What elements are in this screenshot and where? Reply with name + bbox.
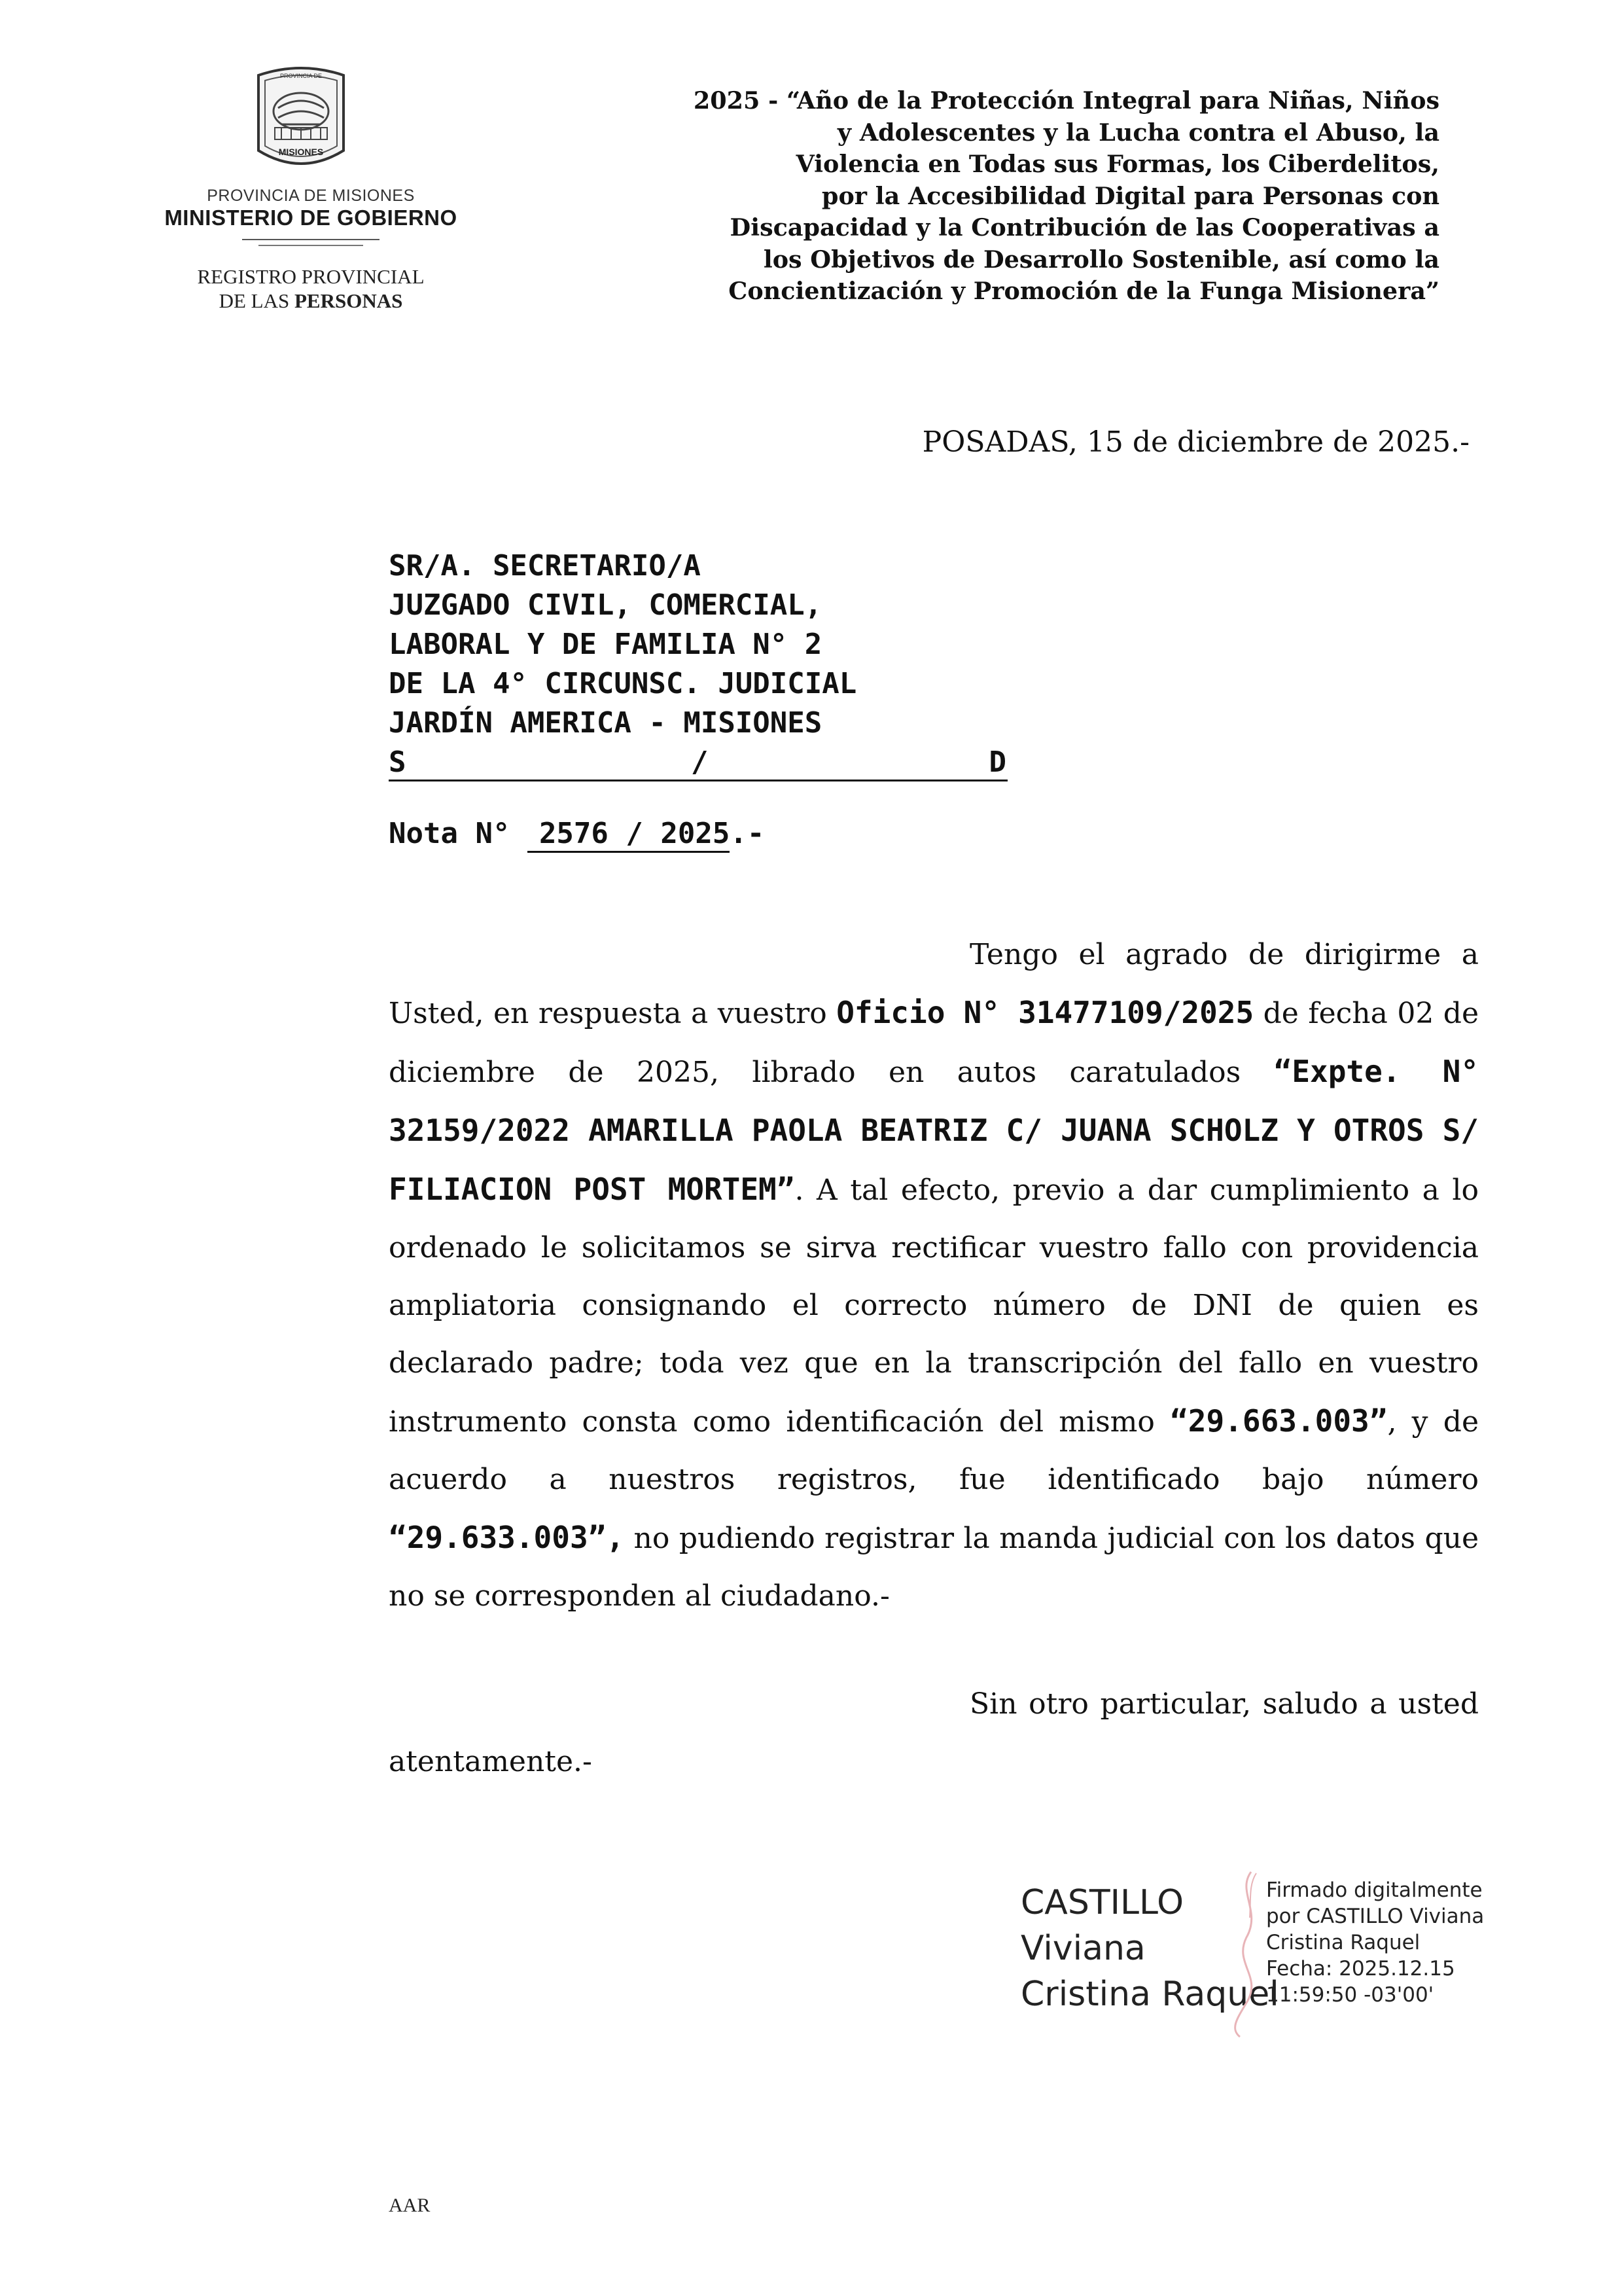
signature-detail-line: por CASTILLO Viviana <box>1266 1905 1485 1928</box>
org-ministry: MINISTERIO DE GOBIERNO <box>164 206 457 230</box>
body-text-c: . A tal efecto, previo a dar cumplimiento a lo ordenado le solicitamos se sirva rectificar vuestro fallo con providencia ampliatoria consignando el correcto número de DNI de quien es declarado padre; toda vez que en la transcripción del fallo en vuestro instrumento consta como identificación del mismo <box>389 1174 1479 1439</box>
case-caption: “Expte. N° 32159/2022 AMARILLA PAOLA BEATRIZ C/ JUANA SCHOLZ Y OTROS S/ FILIACION POST MORTEM” <box>389 1054 1479 1207</box>
org-registry-line2-pre: DE LAS <box>219 289 294 312</box>
crest-lettering-bottom: MISIONES <box>278 147 324 157</box>
addressee-block <box>389 547 1008 781</box>
closing-paragraph <box>389 1676 1479 1791</box>
oficio-reference: Oficio N° 31477109/2025 <box>836 995 1254 1030</box>
signature-name-line: Cristina Raquel <box>1021 1975 1279 2014</box>
year-motto-line: Violencia en Todas sus Formas, los Ciberdelitos, <box>796 150 1439 178</box>
date-line: POSADAS, 15 de diciembre de 2025.- <box>922 425 1470 459</box>
sd-d: D <box>989 745 1006 779</box>
digital-signature-details <box>1266 1877 1484 2008</box>
body-text-d: , y de acuerdo a nuestros registros, fue identificado bajo número <box>389 1405 1479 1496</box>
signature-detail-line: Cristina Raquel <box>1266 1931 1421 1954</box>
sd-s: S <box>389 745 406 779</box>
dni-wrong: “29.663.003” <box>1170 1403 1388 1439</box>
body-text-e: no pudiendo registrar la manda judicial con los datos que no se corresponden al ciudadano.- <box>389 1522 1479 1613</box>
org-province: PROVINCIA DE MISIONES <box>207 187 415 205</box>
addressee-line: LABORAL Y DE FAMILIA N° 2 <box>389 628 822 661</box>
letterhead-divider <box>242 239 380 240</box>
body-text-a: Tengo el agrado de dirigirme a Usted, en respuesta a vuestro <box>389 938 1479 1030</box>
signature-name-line: CASTILLO <box>1021 1883 1184 1922</box>
addressee-line: JARDÍN AMERICA - MISIONES <box>389 706 822 740</box>
provincia-de-misiones-crest-icon <box>245 62 357 177</box>
year-motto-line: y Adolescentes y la Lucha contra el Abuso, la <box>837 118 1439 147</box>
dni-correct: “29.633.003”, <box>389 1520 625 1555</box>
su-despacho-line <box>389 743 1008 781</box>
org-registry-line2 <box>150 289 471 313</box>
addressee-line: DE LA 4° CIRCUNSC. JUDICIAL <box>389 667 857 700</box>
year-motto-line: Discapacidad y la Contribución de las Cooperativas a <box>730 213 1439 242</box>
signature-name-line: Viviana <box>1021 1929 1146 1968</box>
typist-initials: AAR <box>389 2195 431 2216</box>
nota-suffix: .- <box>730 817 765 850</box>
closing-text: Sin otro particular, saludo a usted atentamente.- <box>389 1687 1479 1778</box>
year-motto <box>589 85 1439 308</box>
signature-detail-line: Fecha: 2025.12.15 <box>1266 1957 1455 1981</box>
year-motto-line: Concientización y Promoción de la Funga Misionera” <box>728 277 1439 305</box>
signature-detail-line: 11:59:50 -03'00' <box>1266 1983 1434 2007</box>
body-text-b: de fecha 02 de diciembre de 2025, librado en autos caratulados <box>389 997 1479 1089</box>
addressee-line: SR/A. SECRETARIO/A <box>389 549 701 583</box>
year-motto-line: por la Accesibilidad Digital para Personas con <box>821 181 1439 210</box>
nota-line <box>389 817 764 853</box>
year-motto-line: 2025 - “Año de la Protección Integral para Niñas, Niños <box>693 86 1439 115</box>
org-registry-line2-bold: PERSONAS <box>294 289 403 312</box>
nota-number: 2576 / 2025 <box>527 817 730 853</box>
signature-detail-line: Firmado digitalmente <box>1266 1878 1483 1902</box>
crest-lettering-top: PROVINCIA DE <box>279 73 323 79</box>
sd-slash: / <box>691 745 709 779</box>
letterhead-divider-short <box>258 245 363 246</box>
org-registry-line1: REGISTRO PROVINCIAL <box>197 265 425 288</box>
nota-label: Nota N° <box>389 817 510 850</box>
body-paragraph <box>389 926 1479 1625</box>
year-motto-line: los Objetivos de Desarrollo Sostenible, así como la <box>763 245 1439 274</box>
addressee-line: JUZGADO CIVIL, COMERCIAL, <box>389 588 822 622</box>
